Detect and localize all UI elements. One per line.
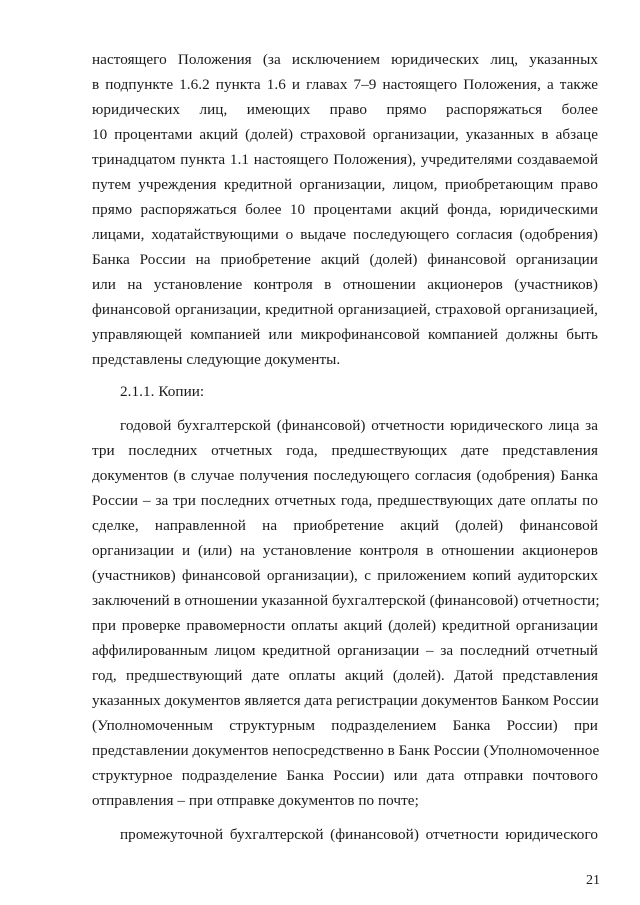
text-line: путем учреждения кредитной организации, лицом, приобретающим право <box>92 176 598 193</box>
text-line: заключений в отношении указанной бухгалтерской (финансовой) отчетности; <box>92 592 600 609</box>
text-line: (участников) финансовой организации), с приложением копий аудиторских <box>92 567 598 584</box>
page-number: 21 <box>586 873 600 888</box>
text-line: год, предшествующий дате оплаты акций (долей). Датой представления <box>92 667 598 684</box>
text-line: лицами, ходатайствующими о выдаче последующего согласия (одобрения) <box>92 226 598 243</box>
text-line: при проверке правомерности оплаты акций (долей) кредитной организации <box>92 617 598 634</box>
text-line: представлены следующие документы. <box>92 351 341 368</box>
text-line: Банка России на приобретение акций (долей) финансовой организации <box>92 251 598 268</box>
text-line: три последних отчетных года, предшествующих дате представления <box>92 442 598 459</box>
text-line: представлении документов непосредственно в Банк России (Уполномоченное <box>92 742 600 759</box>
text-line: аффилированным лицом кредитной организации – за последний отчетный <box>92 642 598 659</box>
text-line: структурное подразделение Банка России) или дата отправки почтового <box>92 767 598 784</box>
text-line: России – за три последних отчетных года, предшествующих дате оплаты по <box>92 492 598 509</box>
text-line: финансовой организации, кредитной организацией, страховой организацией, <box>92 301 598 318</box>
text-line: прямо распоряжаться более 10 процентами акций фонда, юридическими <box>92 201 598 218</box>
text-line: или на установление контроля в отношении акционеров (участников) <box>92 276 598 293</box>
text-line: настоящего Положения (за исключением юридических лиц, указанных <box>92 51 598 68</box>
text-line: (Уполномоченным структурным подразделением Банка России) при <box>92 717 598 734</box>
text-line: юридических лиц, имеющих право прямо распоряжаться более <box>92 101 598 118</box>
text-line: годовой бухгалтерской (финансовой) отчетности юридического лица за <box>120 417 598 434</box>
text-line: документов (в случае получения последующего согласия (одобрения) Банка <box>92 467 598 484</box>
section-heading: 2.1.1. Копии: <box>120 383 205 400</box>
text-line: промежуточной бухгалтерской (финансовой) отчетности юридического <box>120 826 598 843</box>
text-line: организации и (или) на установление контроля в отношении акционеров <box>92 542 598 559</box>
text-line: в подпункте 1.6.2 пункта 1.6 и главах 7–9 настоящего Положения, а также <box>92 76 598 93</box>
text-line: тринадцатом пункта 1.1 настоящего Положения), учредителями создаваемой <box>92 151 598 168</box>
text-line: управляющей компанией или микрофинансовой компанией должны быть <box>92 326 598 343</box>
text-line: 10 процентами акций (долей) страховой организации, указанных в абзаце <box>92 126 598 143</box>
text-line: отправления – при отправке документов по почте; <box>92 792 419 809</box>
text-line: сделке, направленной на приобретение акций (долей) финансовой <box>92 517 598 534</box>
text-line: указанных документов является дата регистрации документов Банком России <box>92 692 599 709</box>
